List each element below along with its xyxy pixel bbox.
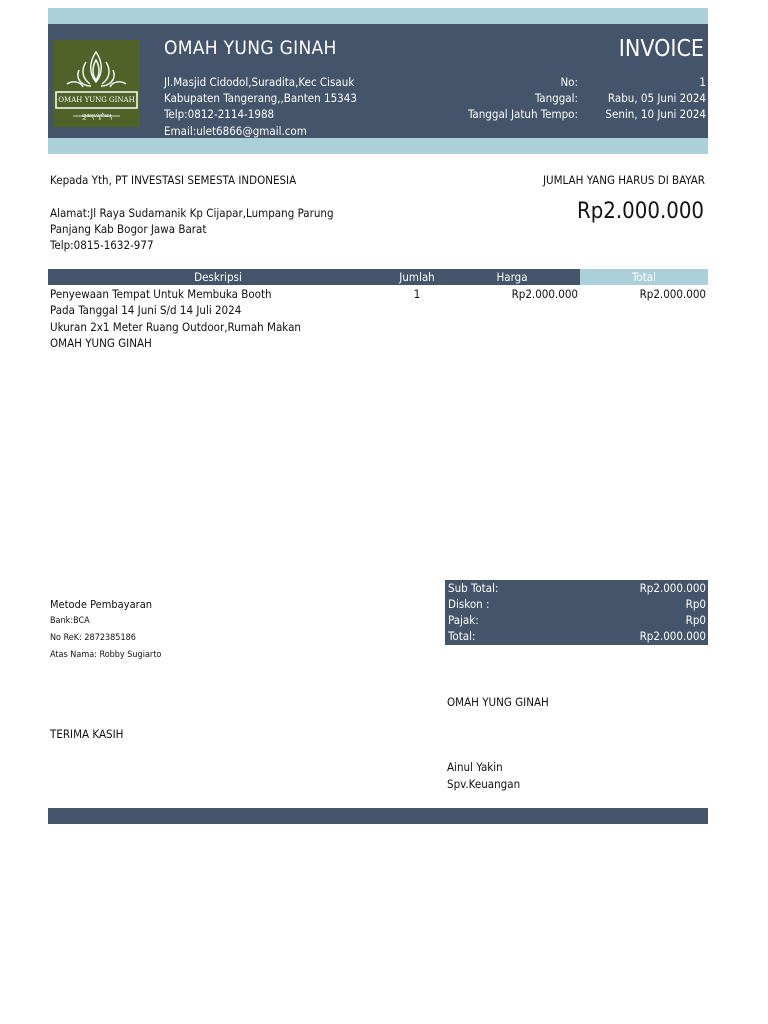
- row-qty: 1: [413, 287, 421, 301]
- col-header-price: Harga: [496, 270, 528, 284]
- footer-band: [48, 808, 708, 824]
- payment-bank: Bank:BCA: [50, 616, 90, 626]
- amount-due-value: Rp2.000.000: [576, 199, 704, 224]
- tax-label: Pajak:: [448, 613, 479, 627]
- summary-box: [445, 580, 708, 645]
- invoice-no-label: No:: [560, 75, 578, 89]
- table-row: [48, 286, 708, 352]
- payment-title: Metode Pembayaran: [50, 598, 153, 611]
- invoice-due-value: Senin, 10 Juni 2024: [605, 107, 706, 121]
- company-address-2: Kabupaten Tangerang,,Banten 15343: [164, 91, 357, 105]
- row-desc-line-4: OMAH YUNG GINAH: [50, 336, 152, 350]
- header-top-band: [48, 8, 708, 24]
- total-value: Rp2.000.000: [639, 629, 706, 643]
- recipient-address-2: Panjang Kab Bogor Jawa Barat: [50, 222, 207, 236]
- tax-value: Rp0: [685, 613, 706, 627]
- company-address-1: Jl.Masjid Cidodol,Suradita,Kec Cisauk: [164, 75, 355, 89]
- subtotal-value: Rp2.000.000: [639, 581, 706, 595]
- invoice-date-label: Tanggal:: [534, 91, 578, 105]
- company-logo: [53, 40, 140, 127]
- company-name: OMAH YUNG GINAH: [164, 37, 337, 59]
- subtotal-label: Sub Total:: [448, 581, 499, 595]
- row-total: Rp2.000.000: [639, 287, 706, 301]
- logo-text: OMAH YUNG GINAH: [58, 96, 135, 104]
- amount-due-label: JUMLAH YANG HARUS DI BAYAR: [542, 173, 705, 187]
- signer-role: Spv.Keuangan: [447, 777, 521, 791]
- header-bottom-band: [48, 138, 708, 154]
- total-label: Total:: [448, 629, 476, 643]
- invoice-no-value: 1: [699, 75, 706, 89]
- discount-value: Rp0: [685, 597, 706, 611]
- payment-account-name: Atas Nama: Robby Sugiarto: [50, 650, 162, 660]
- invoice-date-value: Rabu, 05 Juni 2024: [607, 91, 706, 105]
- signer-name: Ainul Yakin: [447, 760, 503, 774]
- logo-script-text: ꦎꦩꦃꦪꦸꦁꦒꦶꦤꦃ: [81, 113, 112, 119]
- invoice-title: INVOICE: [618, 36, 704, 62]
- recipient-to: Kepada Yth, PT INVESTASI SEMESTA INDONESIA: [50, 173, 297, 187]
- row-desc-line-3: Ukuran 2x1 Meter Ruang Outdoor,Rumah Makan: [50, 320, 301, 334]
- discount-label: Diskon :: [448, 597, 490, 611]
- company-email: Email:ulet6866@gmail.com: [164, 124, 307, 138]
- invoice-due-label: Tanggal Jatuh Tempo:: [468, 107, 578, 121]
- payment-account: No ReK: 2872385186: [50, 633, 136, 643]
- row-price: Rp2.000.000: [511, 287, 578, 301]
- thank-you-text: TERIMA KASIH: [50, 727, 124, 741]
- col-header-total: Total: [632, 270, 656, 284]
- company-phone: Telp:0812-2114-1988: [164, 107, 275, 121]
- signature-company: OMAH YUNG GINAH: [447, 695, 549, 709]
- recipient-address-1: Alamat:Jl Raya Sudamanik Kp Cijapar,Lumpang Parung: [50, 206, 334, 220]
- row-desc-line-1: Penyewaan Tempat Untuk Membuka Booth: [50, 287, 272, 301]
- col-header-desc: Deskripsi: [194, 270, 242, 284]
- row-desc-line-2: Pada Tanggal 14 Juni S/d 14 Juli 2024: [50, 303, 242, 317]
- col-header-qty: Jumlah: [399, 270, 435, 284]
- recipient-phone: Telp:0815-1632-977: [50, 238, 154, 252]
